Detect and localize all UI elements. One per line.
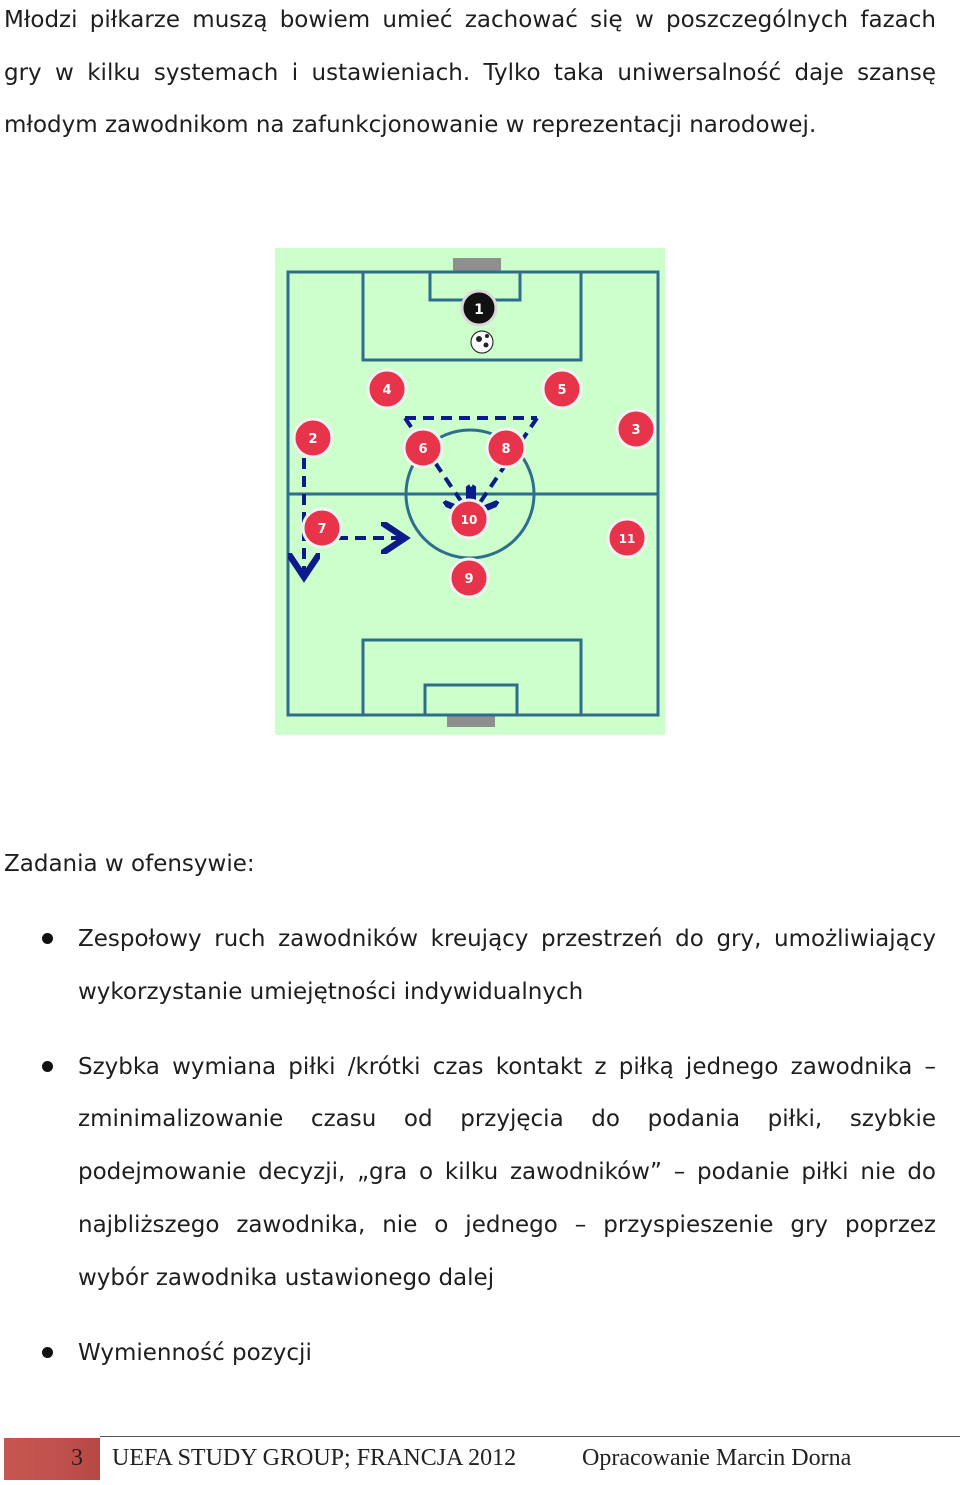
- player-9-number: 9: [464, 572, 474, 587]
- footer-group-title: UEFA STUDY GROUP; FRANCJA 2012: [112, 1445, 517, 1471]
- section-heading: Zadania w ofensywie:: [4, 851, 255, 877]
- goalkeeper-number: 1: [474, 302, 484, 318]
- intro-paragraph: Młodzi piłkarze muszą bowiem umieć zachować się w poszczególnych fazach gry w kilku systemach i ustawieniach. Tylko taka uniwersalność daje szansę młodym zawodnikom na zafunkcjonowanie w reprezentacji narodowej.: [4, 7, 936, 138]
- list-item-text: Szybka wymiana piłki /krótki czas kontakt z piłką jednego zawodnika – zminimalizowanie czasu od przyjęcia do podania piłki, szybkie podejmowanie decyzji, „gra o kilku zawodników” – podanie piłki nie do najbliższego zawodnika, nie o jednego – przyspieszenie gry poprzez wybór zawodnika ustawionego dalej: [78, 1053, 936, 1291]
- player-11-number: 11: [618, 532, 636, 546]
- player-5-number: 5: [557, 383, 567, 398]
- page-footer: [0, 1436, 960, 1480]
- top-goal: [453, 258, 501, 272]
- bullet-icon: [42, 933, 53, 944]
- player-8-number: 8: [501, 442, 511, 457]
- player-4: [368, 370, 406, 408]
- footer-author: Opracowanie Marcin Dorna: [582, 1445, 852, 1471]
- page-number: 3: [71, 1445, 83, 1471]
- player-10-number: 10: [460, 513, 478, 527]
- player-5: [543, 370, 581, 408]
- offensive-tasks-list: [0, 913, 936, 1401]
- player-7: [303, 509, 341, 547]
- player-4-number: 4: [382, 383, 392, 398]
- player-2: [294, 419, 332, 457]
- player-8: [487, 429, 525, 467]
- player-3: [617, 410, 655, 448]
- player-9: [450, 559, 488, 597]
- player-10: [450, 500, 488, 538]
- list-item-text: Wymienność pozycji: [78, 1339, 312, 1366]
- pitch-svg: [275, 248, 665, 735]
- goalkeeper: [462, 291, 496, 325]
- footer-rule: [100, 1436, 960, 1437]
- bottom-goal: [447, 715, 495, 727]
- list-item: [0, 913, 936, 1019]
- player-6: [404, 429, 442, 467]
- player-6-number: 6: [418, 442, 428, 457]
- bullet-icon: [42, 1061, 53, 1072]
- bullet-icon: [42, 1347, 53, 1358]
- list-item: [0, 1041, 936, 1305]
- player-2-number: 2: [308, 432, 318, 447]
- ball-icon: [471, 331, 493, 353]
- player-3-number: 3: [631, 423, 641, 438]
- list-item: [0, 1327, 936, 1380]
- list-item-text: Zespołowy ruch zawodników kreujący przestrzeń do gry, umożliwiający wykorzystanie umiejętności indywidualnych: [78, 926, 936, 1005]
- player-11: [608, 519, 646, 557]
- player-7-number: 7: [317, 522, 327, 537]
- formation-diagram: [275, 248, 665, 735]
